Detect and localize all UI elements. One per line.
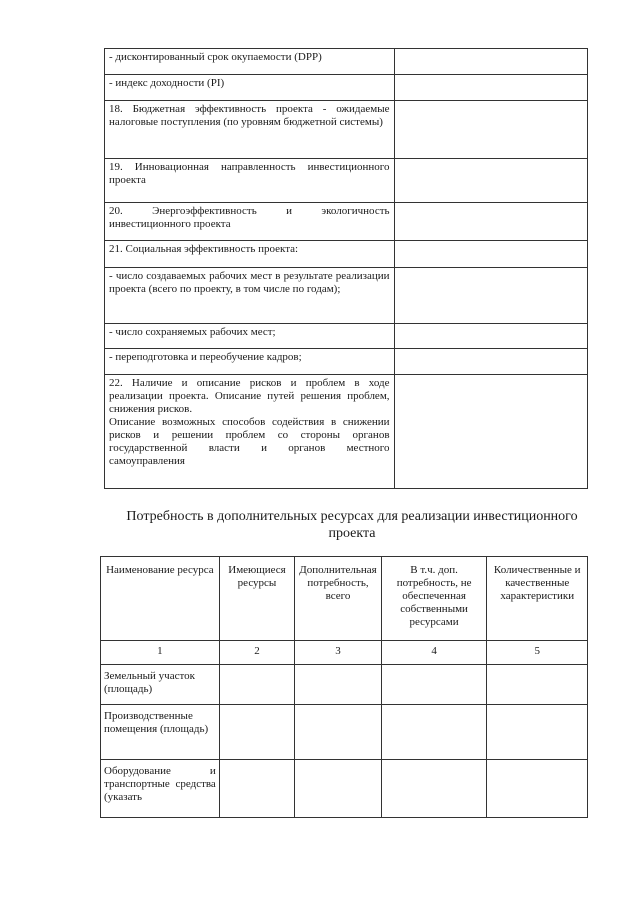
resource-cell[interactable] [381,665,487,705]
risks-cell [105,375,395,489]
resource-cell[interactable] [219,665,294,705]
resource-name: Земельный участок (площадь) [101,665,220,705]
row-label: - число сохраняемых рабочих мест; [105,324,395,349]
row-value[interactable] [394,241,587,268]
resource-name: Производственные помещения (площадь) [101,705,220,760]
resource-cell[interactable] [487,760,588,818]
column-number-row [101,641,588,665]
table-row [101,705,588,760]
resource-cell[interactable] [295,665,382,705]
column-number: 1 [101,641,220,665]
column-number: 2 [219,641,294,665]
resource-cell[interactable] [381,760,487,818]
row-label: - число создаваемых рабочих мест в результате реализации проекта (всего по проекту, в том числе по годам); [105,268,395,324]
column-header: Наименование ресурса [101,557,220,641]
resource-name: Оборудование и транспортные средства (указать [101,760,220,818]
row-label: - переподготовка и переобучение кадров; [105,349,395,375]
column-number: 3 [295,641,382,665]
table-row [105,159,588,203]
resource-cell[interactable] [295,760,382,818]
row-value[interactable] [394,75,587,101]
row-value[interactable] [394,49,587,75]
row-value[interactable] [394,324,587,349]
resource-cell[interactable] [487,665,588,705]
row-label: 22. Наличие и описание рисков и проблем в ходе реализации проекта. Описание путей решения проблем, снижения рисков. [109,377,390,415]
row-value[interactable] [394,268,587,324]
row-value[interactable] [394,375,587,489]
column-header: Имеющиеся ресурсы [219,557,294,641]
row-label: - индекс доходности (PI) [105,75,395,101]
resource-cell[interactable] [219,705,294,760]
column-header: Количественные и качественные характеристики [487,557,588,641]
table-row [105,75,588,101]
table-row [105,375,588,489]
row-label: - дисконтированный срок окупаемости (DPP) [105,49,395,75]
table-row [105,49,588,75]
table-row [105,324,588,349]
table-row [105,203,588,241]
row-label: 20. Энергоэффективность и экологичность инвестиционного проекта [105,203,395,241]
header-row [101,557,588,641]
column-header: В т.ч. доп. потребность, не обеспеченная собственными ресурсами [381,557,487,641]
column-number: 4 [381,641,487,665]
project-indicators-table [104,48,588,489]
row-value[interactable] [394,203,587,241]
row-label: 19. Инновационная направленность инвестиционного проекта [105,159,395,203]
row-value[interactable] [394,101,587,159]
row-label: 18. Бюджетная эффективность проекта - ожидаемые налоговые поступления (по уровням бюджетной системы) [105,101,395,159]
table-row [105,349,588,375]
table-row [101,665,588,705]
table-row [105,101,588,159]
resource-cell[interactable] [487,705,588,760]
row-label-continued: Описание возможных способов содействия в снижении рисков и решении проблем со стороны органов государственной власти и органов местного самоуправления [109,416,390,467]
resource-cell[interactable] [219,760,294,818]
row-label: 21. Социальная эффективность проекта: [105,241,395,268]
row-value[interactable] [394,159,587,203]
table-row [105,241,588,268]
table-row [105,268,588,324]
column-header: Дополнительная потребность, всего [295,557,382,641]
column-number: 5 [487,641,588,665]
row-value[interactable] [394,349,587,375]
table-row [101,760,588,818]
section-title: Потребность в дополнительных ресурсах для реализации инвестиционного проекта [126,509,578,541]
resource-cell[interactable] [381,705,487,760]
resource-cell[interactable] [295,705,382,760]
resource-needs-table [100,556,588,818]
